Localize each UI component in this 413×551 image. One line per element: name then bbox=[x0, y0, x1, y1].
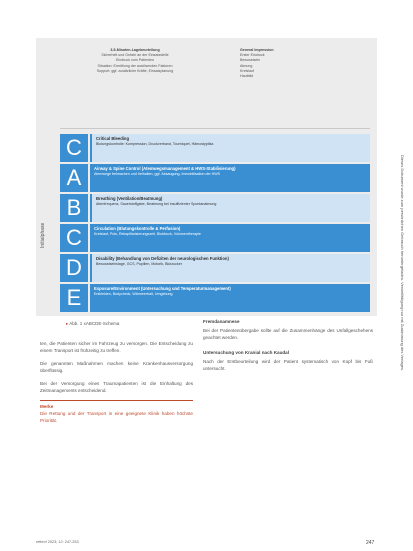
row-desc: Bewusstseinslage, GCS, Pupillen, Motorik, Blutzucker bbox=[96, 262, 182, 266]
row-title: Circulation (Blutungskontrolle & Perfusion) bbox=[94, 226, 181, 231]
paragraph: ten, die Patienten sicher im Fahrzeug zu versorgen. Die Entscheidung zu einem Transport ist frühzeitig zu treffen. bbox=[40, 341, 193, 353]
row-title: Exposure/Environment (Untersuchung und Temperaturmanagement) bbox=[94, 286, 231, 291]
merke-text: Die Rettung und der Transport in eine geeignete Klinik haben höchste Priorität. bbox=[40, 411, 193, 423]
row-letter: E bbox=[60, 284, 88, 312]
top-right-line: Erster Eindruck bbox=[240, 53, 265, 58]
row-circulation bbox=[60, 224, 370, 252]
row-disability bbox=[60, 254, 370, 282]
copyright-vertical-text: Dieses Dokument wurde zum persönlichen Gebrauch heruntergeladen. Vervielfältigung nur mit Zustimmung des Verlages. bbox=[400, 155, 405, 372]
top-right-block bbox=[240, 48, 370, 79]
merke-heading: Merke bbox=[40, 404, 54, 409]
row-letter: C bbox=[60, 134, 88, 162]
caption-text: xABCDE-Schema bbox=[83, 321, 120, 326]
row-desc: Atemfrequenz, Sauerstoffgabe, Beatmung bei insuffizienter Spontanatmung bbox=[96, 202, 217, 206]
footer-citation: retten! 2023; 12: 247-253 bbox=[36, 540, 79, 544]
row-box bbox=[90, 254, 370, 282]
row-box bbox=[90, 134, 370, 162]
row-title: Airway & Spine Control (Atemwegsmanagement & HWS-Stabilisierung) bbox=[94, 166, 236, 171]
top-right-line: Bewusstsein bbox=[240, 58, 261, 63]
figure-top-row bbox=[60, 48, 370, 134]
row-letter: A bbox=[60, 164, 88, 192]
top-left-line: Sicherheit und Gefahr an der Einsatzstelle bbox=[101, 53, 169, 58]
row-critical-bleeding bbox=[60, 134, 370, 162]
row-desc: Kreislauf, Puls, Rekapillarisierungszeit, Blutdruck, Volumentherapie bbox=[94, 232, 201, 236]
figure-divider bbox=[60, 128, 370, 129]
figure-xabcde bbox=[36, 38, 377, 316]
top-right-line: Hautbild bbox=[240, 74, 254, 79]
top-right-line: Kreislauf bbox=[240, 68, 254, 73]
row-airway bbox=[60, 164, 370, 192]
paragraph: Bei der Versorgung eines Traumapatienten ist die Einhaltung des Zeitmanagements entscheidend. bbox=[40, 381, 193, 393]
row-breathing bbox=[60, 194, 370, 222]
row-letter: B bbox=[60, 194, 88, 222]
paragraph: Die genannten Maßnahmen machen keine Krankenhausversorgung überflüssig. bbox=[40, 361, 193, 373]
section-text: Bei der Patientenübergabe sollte auf die Zusammenhänge des Unfallgeschehens geachtet werden. bbox=[203, 328, 373, 340]
row-box bbox=[90, 164, 370, 192]
top-right-heading: General Impression bbox=[240, 48, 274, 52]
row-box bbox=[90, 224, 370, 252]
figure-caption bbox=[66, 321, 119, 327]
row-title: Disability (Behandlung von Defiziten der neurologischen Funktion) bbox=[96, 256, 229, 261]
row-title: Critical Bleeding bbox=[96, 136, 130, 141]
row-desc: Entkleiden, Bodycheck, Wärmeerhalt, Umgebung bbox=[94, 292, 173, 296]
caption-marker-icon: ▸ bbox=[66, 321, 69, 326]
row-title: Breathing (Ventilation/Beatmung) bbox=[96, 196, 163, 201]
section-text: Nach der Erstbeurteilung wird der Patient systematisch von Kopf bis Fuß untersucht. bbox=[203, 359, 373, 371]
row-exposure bbox=[60, 284, 370, 312]
row-box bbox=[90, 284, 370, 312]
left-text-column bbox=[40, 340, 193, 424]
top-left-block bbox=[60, 48, 210, 74]
top-left-line: Support: ggf. zusätzliche Kräfte, Einsatzplanung bbox=[96, 68, 174, 73]
row-desc: Atemwege freimachen und freihalten, ggf. Absaugung, Immobilisation der HWS bbox=[94, 172, 221, 176]
page-number: 247 bbox=[366, 540, 375, 546]
right-text-column bbox=[203, 318, 373, 372]
top-left-line: Situation: Ermittlung der auslösenden Faktoren bbox=[97, 63, 173, 68]
row-desc: Blutungskontrolle: Kompression, Druckverband, Tourniquet, Hämostyptika bbox=[96, 142, 214, 146]
row-box bbox=[90, 194, 370, 222]
section-heading: Untersuchung von Kranial nach Kaudal bbox=[203, 350, 290, 355]
caption-label: Abb. 1 bbox=[69, 321, 83, 326]
top-left-heading: 3-5-Minuten-Lagebeurteilung bbox=[110, 48, 160, 52]
row-letter: C bbox=[60, 224, 88, 252]
side-label: Initialphase bbox=[40, 222, 46, 248]
merke-box bbox=[40, 400, 193, 424]
top-right-line: Atmung bbox=[240, 63, 253, 68]
top-left-line: Eindruck vom Patienten bbox=[116, 58, 154, 63]
section-heading: Fremdanamnese bbox=[203, 319, 240, 324]
row-letter: D bbox=[60, 254, 88, 282]
